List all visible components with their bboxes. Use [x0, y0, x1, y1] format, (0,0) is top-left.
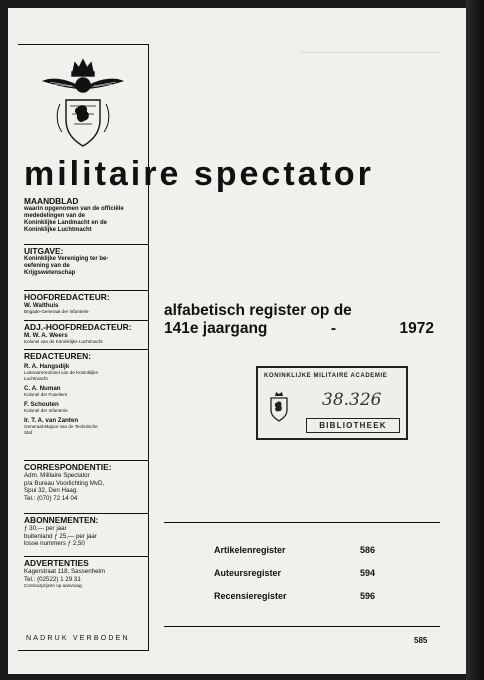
library-stamp: [256, 366, 408, 440]
uitgave-line: Krijgswetenschap: [24, 270, 76, 276]
redacteuren-section: [24, 349, 148, 436]
adj-hoofdredacteur-name: M. W. A. Weers: [24, 332, 68, 339]
redacteur-rank: Luchtmacht: [24, 376, 48, 381]
abonnementen-line: ƒ 30,— per jaar: [24, 525, 67, 532]
bleed-through-text: [300, 52, 440, 67]
redacteur-name: F. Schouten: [24, 401, 59, 408]
register-title-dash: -: [330, 320, 337, 337]
advertenties-line: Kagerstraat 118, Sassenheim: [24, 568, 106, 575]
maandblad-section: [24, 196, 148, 234]
military-emblem-icon: [42, 54, 124, 150]
register-page: 594: [360, 568, 376, 578]
redacteur-rank: Luitenant-Kolonel van de Koninklijke: [24, 370, 99, 375]
redacteuren-heading: REDACTEUREN:: [24, 351, 91, 361]
uitgave-line: Koninklijke Vereniging ter be-: [24, 256, 109, 262]
advertenties-heading: ADVERTENTIES: [24, 558, 89, 568]
uitgave-line: oefening van de: [24, 263, 70, 269]
redacteur-rank: Kolonel der Infanterie: [24, 408, 68, 413]
correspondentie-section: [24, 460, 148, 502]
hoofdredacteur-rank: Brigade-Generaal der Infanterie: [24, 309, 89, 314]
redacteur-rank: Kolonel der Fuseliers: [24, 392, 68, 397]
correspondentie-heading: CORRESPONDENTIE:: [24, 462, 112, 472]
maandblad-line: waarin opgenomen van de officiële: [24, 206, 124, 212]
masthead-title: militaire spectator: [24, 155, 374, 193]
register-row-auteurs: [214, 568, 384, 578]
register-row-recensies: [214, 591, 384, 601]
abonnementen-line: buitenland ƒ 25,— per jaar: [24, 532, 97, 540]
correspondentie-line: Adm. Militaire Spectator: [24, 472, 90, 479]
uitgave-heading: UITGAVE:: [24, 246, 64, 256]
nadruk-verboden: NADRUK VERBODEN: [26, 635, 130, 642]
redacteur-name: Ir. T. A. van Zanten: [24, 417, 79, 424]
redacteur-rank: Generaal-Majoor van de Technische: [24, 424, 98, 429]
advertenties-section: [24, 556, 148, 589]
correspondentie-line: Spui 32, Den Haag.: [24, 487, 79, 494]
adj-hoofdredacteur-section: [24, 320, 148, 345]
redacteur-rank: Staf: [24, 430, 33, 435]
redacteur-name: C. A. Numan: [24, 385, 61, 392]
register-title-line-2: [164, 320, 434, 338]
register-label: Artikelenregister: [214, 545, 286, 555]
register-row-artikelen: [214, 545, 384, 555]
register-label: Auteursregister: [214, 568, 282, 578]
maandblad-heading: MAANDBLAD: [24, 196, 79, 206]
adj-hoofdredacteur-heading: ADJ.-HOOFDREDACTEUR:: [24, 322, 132, 332]
register-page: 596: [360, 591, 376, 601]
register-page: 586: [360, 545, 376, 555]
abonnementen-line: losse nummers ƒ 2,50: [24, 540, 85, 547]
stamp-crest-icon: [268, 390, 290, 422]
advertenties-note: Contractprijzen op aanvraag: [24, 583, 82, 588]
uitgave-section: [24, 244, 148, 277]
register-label: Recensieregister: [214, 591, 287, 601]
stamp-bibliotheek-label: BIBLIOTHEEK: [306, 418, 400, 433]
register-title-volume: 141e jaargang: [164, 320, 268, 337]
page-number: 585: [414, 636, 428, 645]
abonnementen-section: [24, 513, 148, 548]
correspondentie-line: p/a Bureau Voorlichting MvD,: [24, 479, 105, 487]
stamp-accession-number: 38.326: [322, 390, 382, 410]
book-spine: [466, 0, 484, 680]
maandblad-line: Koninklijke Luchtmacht: [24, 227, 92, 233]
maandblad-line: mededelingen van de: [24, 213, 86, 219]
correspondentie-line: Tel.: (070) 72 14 04: [24, 494, 78, 502]
hoofdredacteur-section: [24, 290, 148, 315]
register-title-line-1: alfabetisch register op de: [164, 302, 352, 319]
register-title-year: 1972: [399, 320, 434, 337]
advertenties-line: Tel.: (02522) 1 29 31: [24, 575, 81, 583]
redacteur-name: R. A. Hangsdijk: [24, 363, 70, 370]
hoofdredacteur-heading: HOOFDREDACTEUR:: [24, 292, 110, 302]
adj-hoofdredacteur-rank: Kolonel van de Koninklijke Luchtmacht: [24, 339, 103, 344]
register-bottom-rule: [164, 626, 440, 627]
register-top-rule: [164, 522, 440, 523]
abonnementen-heading: ABONNEMENTEN:: [24, 515, 99, 525]
hoofdredacteur-name: W. Walthuis: [24, 302, 59, 309]
maandblad-line: Koninklijke Landmacht en de: [24, 220, 108, 226]
stamp-institution: KONINKLIJKE MILITAIRE ACADEMIE: [264, 373, 388, 379]
